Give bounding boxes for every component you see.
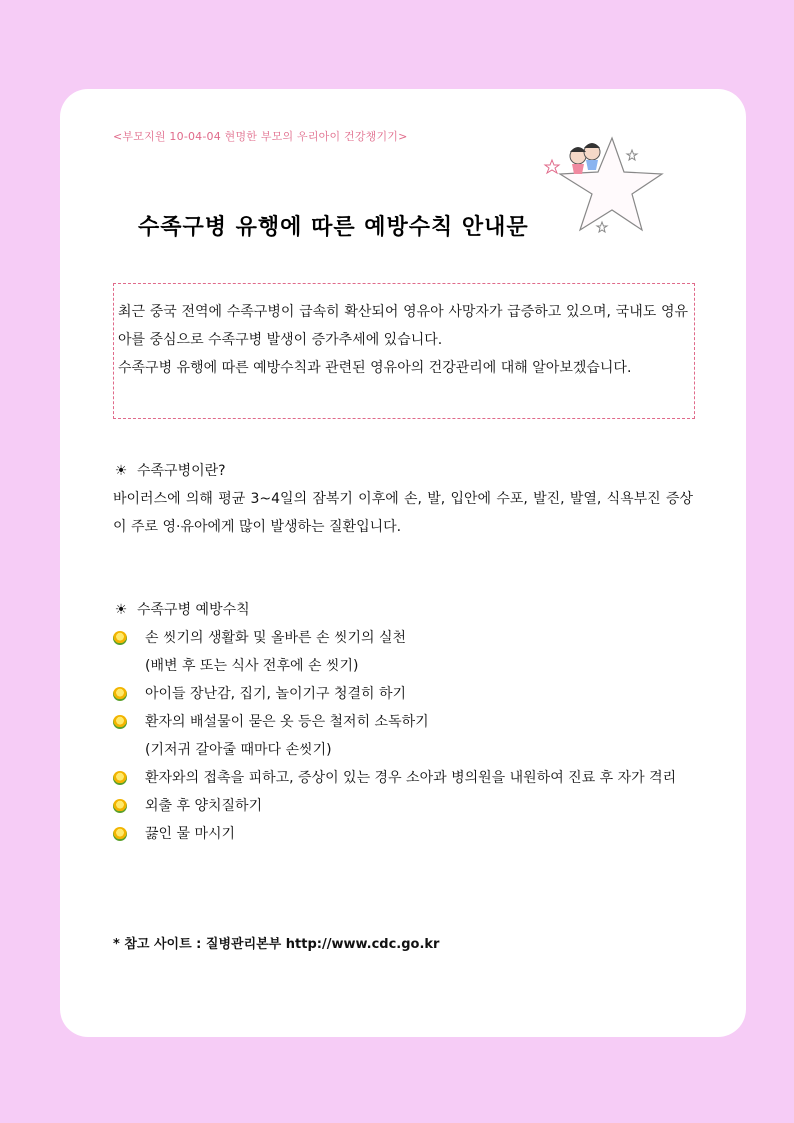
- section-rules-heading: [113, 596, 693, 624]
- rule-text: 끓인 물 마시기: [145, 826, 236, 842]
- section-rules-title: 수족구병 예방수칙: [137, 602, 250, 618]
- intro-paragraph-2: 수족구병 유행에 따른 예방수칙과 관련된 영유아의 건강관리에 대해 알아보겠습니다.: [118, 360, 632, 376]
- list-item: [113, 680, 693, 708]
- rule-text: 아이들 장난감, 집기, 놀이기구 청결히 하기: [145, 686, 407, 702]
- list-item: [113, 624, 693, 652]
- header-note: <부모지원 10-04-04 현명한 부모의 우리아이 건강챙기기>: [113, 130, 408, 143]
- rule-text: 외출 후 양치질하기: [145, 798, 263, 814]
- list-item: [113, 820, 693, 848]
- flower-bullet-icon: [113, 715, 127, 729]
- rule-text: 손 씻기의 생활화 및 올바른 손 씻기의 실천: [145, 630, 407, 646]
- sun-icon: ☀: [114, 602, 128, 618]
- section-what-is-heading: [113, 457, 693, 485]
- flower-bullet-icon: [113, 771, 127, 785]
- rule-text: 환자와의 접촉을 피하고, 증상이 있는 경우 소아과 병의원을 내원하여 진료 후 자가 격리: [145, 770, 677, 786]
- section-what-is-title: 수족구병이란?: [137, 463, 226, 479]
- section-what-is: [113, 457, 693, 541]
- page-title: 수족구병 유행에 따른 예방수칙 안내문: [138, 215, 529, 240]
- intro-box: [113, 283, 695, 419]
- list-item: [113, 708, 693, 736]
- rule-text: 환자의 배설물이 묻은 옷 등은 철저히 소독하기: [145, 714, 429, 730]
- section-what-is-body: 바이러스에 의해 평균 3~4일의 잠복기 이후에 손, 발, 입안에 수포, 발진, 발열, 식욕부진 증상이 주로 영·유아에게 많이 발생하는 질환입니다.: [113, 491, 693, 535]
- section-prevention-rules: [113, 596, 693, 848]
- flower-bullet-icon: [113, 827, 127, 841]
- flower-bullet-icon: [113, 687, 127, 701]
- rule-subtext: (기저귀 갈아줄 때마다 손씻기): [145, 742, 332, 758]
- flower-bullet-icon: [113, 631, 127, 645]
- rule-subtext: (배변 후 또는 식사 전후에 손 씻기): [145, 658, 359, 674]
- intro-paragraph-1: 최근 중국 전역에 수족구병이 급속히 확산되어 영유아 사망자가 급증하고 있으며, 국내도 영유아를 중심으로 수족구병 발생이 증가추세에 있습니다.: [118, 304, 688, 348]
- sun-icon: ☀: [114, 463, 128, 479]
- reference-link[interactable]: * 참고 사이트 : 질병관리본부 http://www.cdc.go.kr: [113, 937, 440, 952]
- list-item: [113, 764, 693, 792]
- flower-bullet-icon: [113, 799, 127, 813]
- star-kids-illustration-icon: [540, 130, 670, 240]
- list-item: [113, 792, 693, 820]
